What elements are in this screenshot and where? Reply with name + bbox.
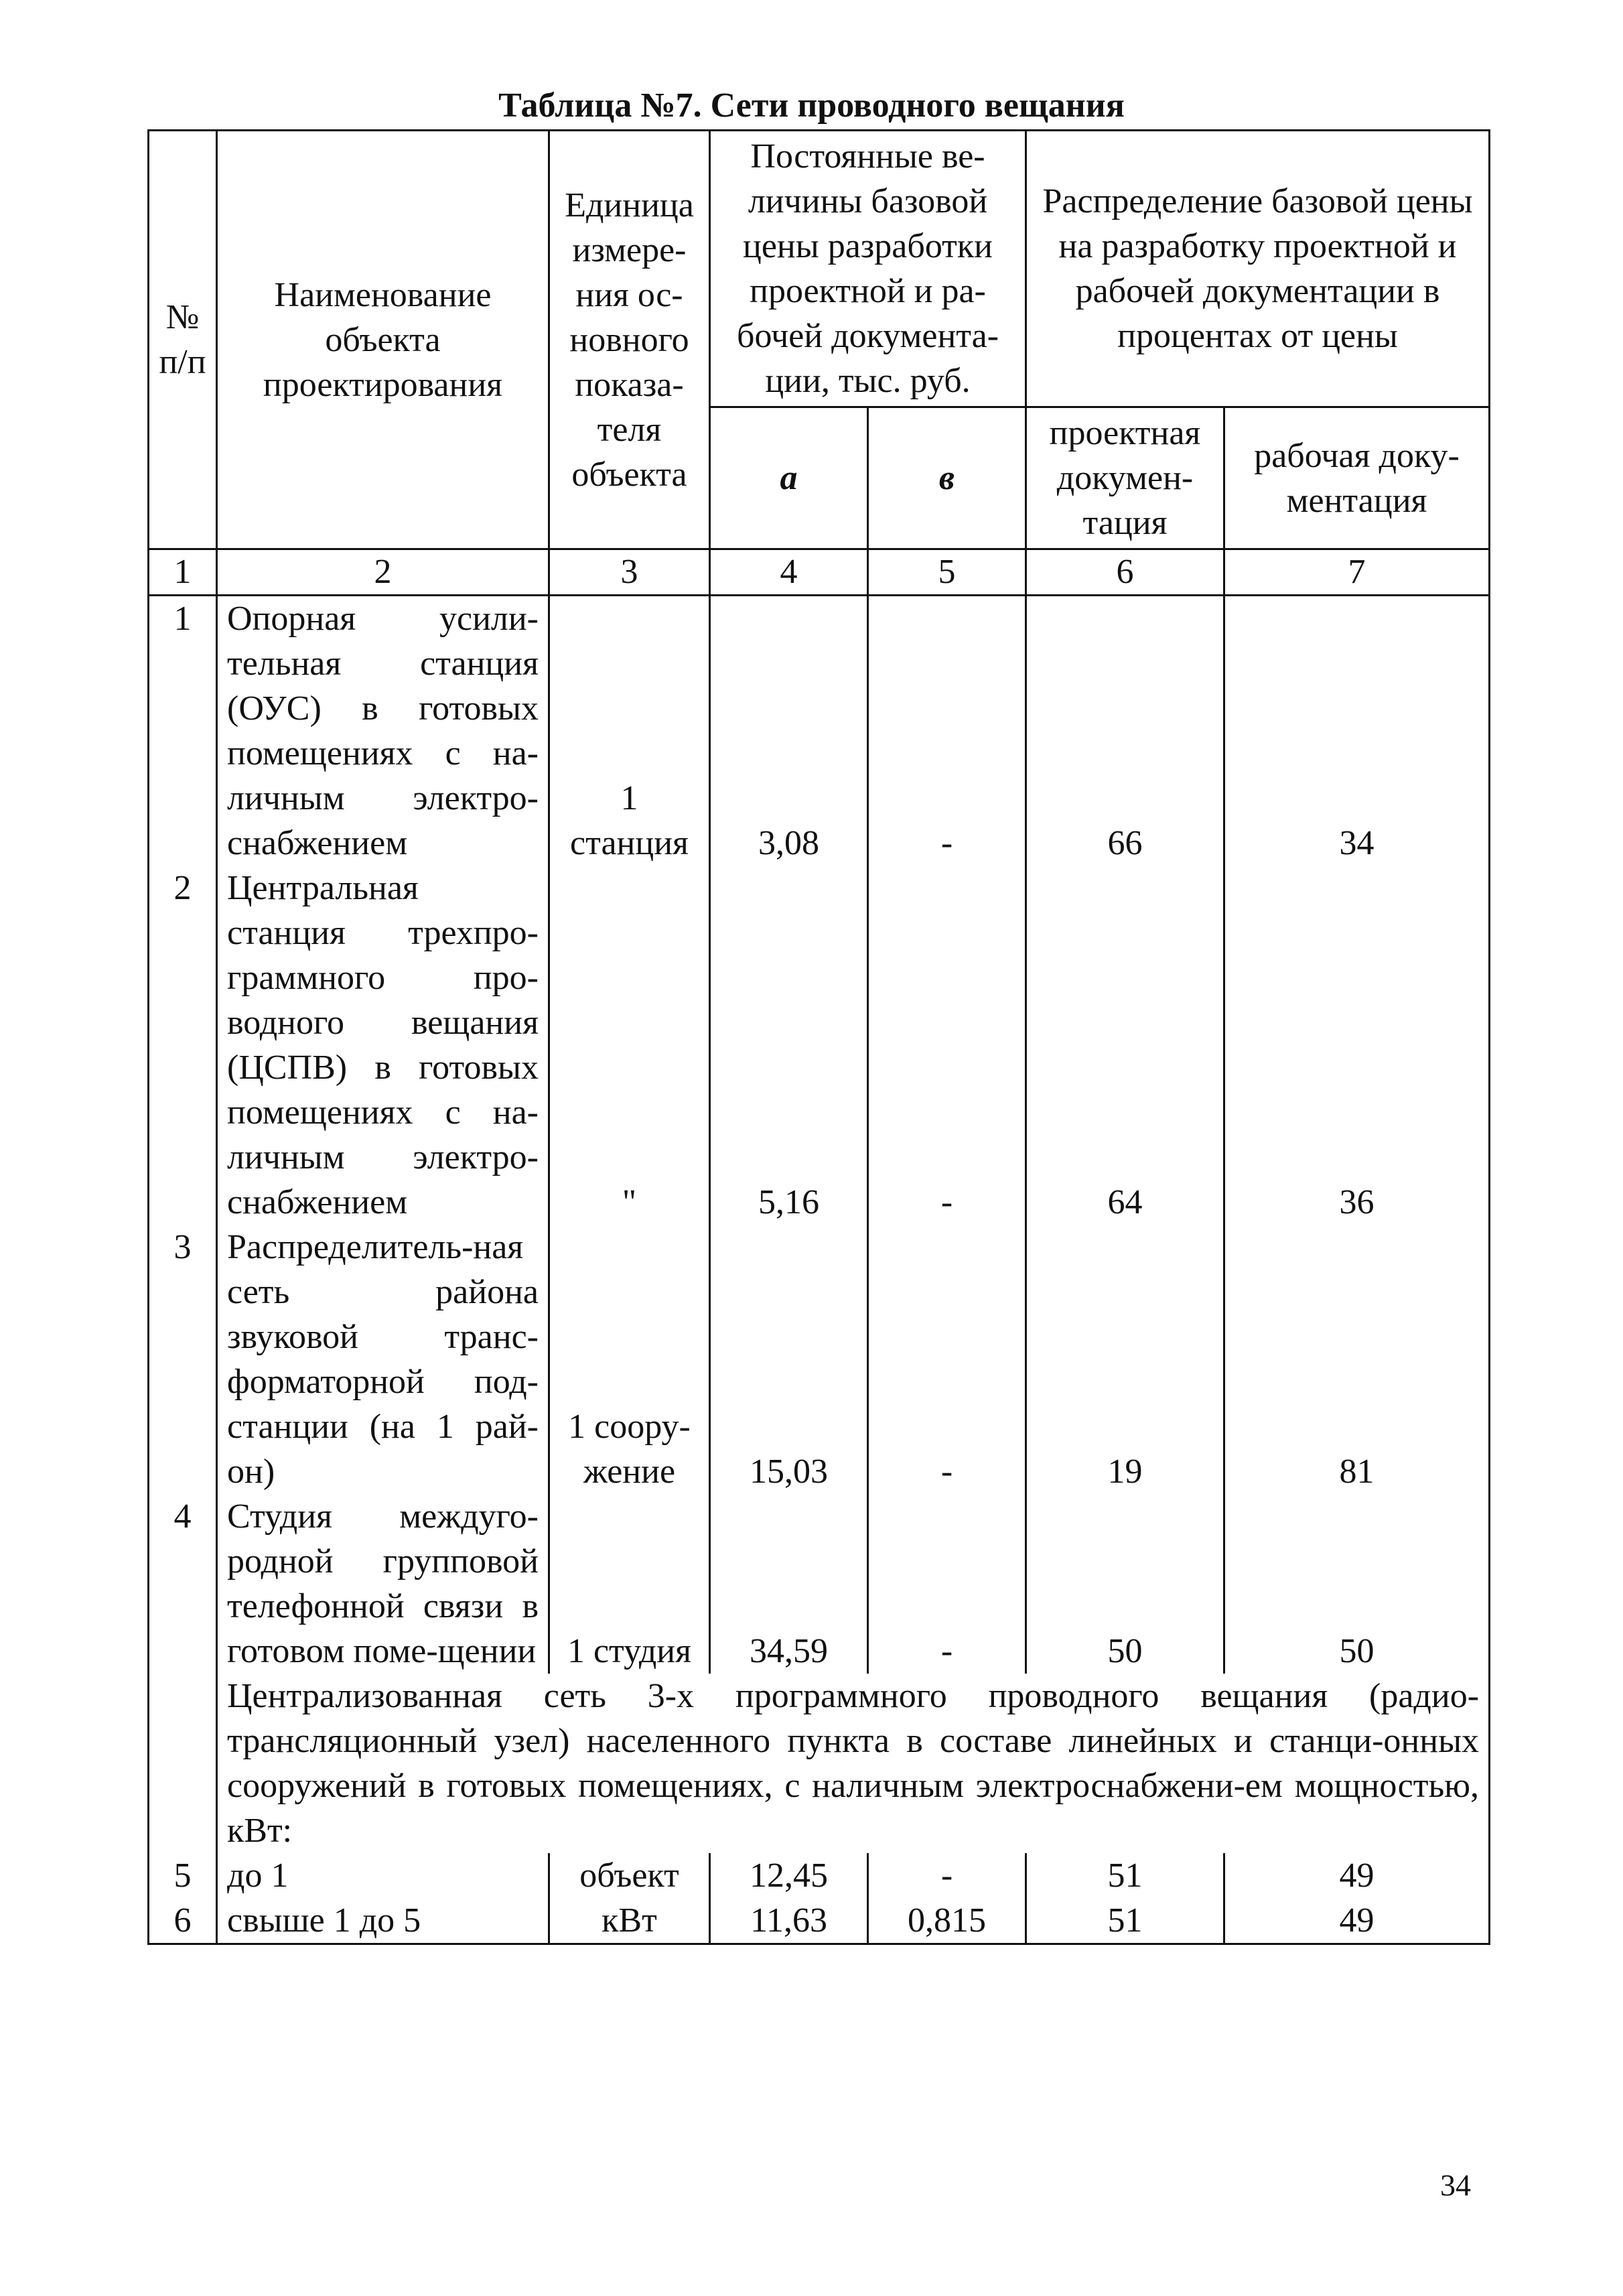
row-name: свыше 1 до 5 — [217, 1898, 549, 1944]
column-number: 6 — [1026, 549, 1224, 596]
row-unit: " — [549, 866, 710, 1225]
header-project-docs: проектная докумен-тация — [1026, 407, 1224, 549]
table-row — [149, 1898, 1490, 1944]
row-work-percent: 49 — [1224, 1898, 1490, 1944]
column-number: 1 — [149, 549, 217, 596]
row-unit: объект — [549, 1853, 710, 1898]
row-value-b: 0,815 — [868, 1898, 1026, 1944]
page-number: 34 — [1440, 2168, 1471, 2202]
row-project-percent: 51 — [1026, 1853, 1224, 1898]
row-num: 1 — [149, 596, 217, 866]
broadcast-networks-table — [147, 129, 1490, 1945]
row-value-a: 12,45 — [710, 1853, 868, 1898]
row-project-percent: 50 — [1026, 1494, 1224, 1674]
row-unit: 1 соору-жение — [549, 1225, 710, 1494]
row-name: Опорная усили-тельная станция (ОУС) в готовых помещениях с на-личным электро-снабжением — [217, 596, 549, 866]
row-num: 6 — [149, 1898, 217, 1944]
row-project-percent: 64 — [1026, 866, 1224, 1225]
row-value-b: - — [868, 866, 1026, 1225]
table-row — [149, 596, 1490, 866]
row-value-b: - — [868, 1494, 1026, 1674]
row-unit: 1 станция — [549, 596, 710, 866]
row-name: Центральная станция трехпро-граммного про-водного вещания (ЦСПВ) в готовых помещениях с на-личным электро-снабжением — [217, 866, 549, 1225]
row-project-percent: 66 — [1026, 596, 1224, 866]
header-num: № п/п — [149, 131, 217, 549]
row-value-a: 15,03 — [710, 1225, 868, 1494]
row-num: 2 — [149, 866, 217, 1225]
row-value-a: 3,08 — [710, 596, 868, 866]
header-name: Наименование объекта проектирования — [217, 131, 549, 549]
row-unit: 1 студия — [549, 1494, 710, 1674]
row-work-percent: 49 — [1224, 1853, 1490, 1898]
table-title: Таблица №7. Сети проводного вещания — [498, 86, 1125, 125]
section-description: Централизованная сеть 3-х программного проводного вещания (радио-трансляционный узел) населенного пункта в составе линейных и станци-онных сооружений в готовых помещениях, с наличным электроснабжени-ем мощностью, кВт: — [217, 1674, 1490, 1853]
column-number: 2 — [217, 549, 549, 596]
row-num: 5 — [149, 1853, 217, 1898]
table-row — [149, 866, 1490, 1225]
row-work-percent: 81 — [1224, 1225, 1490, 1494]
row-value-a: 5,16 — [710, 866, 868, 1225]
row-num: 3 — [149, 1225, 217, 1494]
header-distribution: Распределение базовой цены на разработку проектной и рабочей документации в процентах от цены — [1026, 131, 1490, 407]
row-name: Распределитель-ная сеть района звуковой транс-форматорной под-станции (на 1 рай-он) — [217, 1225, 549, 1494]
row-value-b: - — [868, 596, 1026, 866]
column-number: 4 — [710, 549, 868, 596]
column-number: 3 — [549, 549, 710, 596]
row-project-percent: 51 — [1026, 1898, 1224, 1944]
row-value-a: 11,63 — [710, 1898, 868, 1944]
row-name: Студия междуго-родной групповой телефонной связи в готовом поме-щении — [217, 1494, 549, 1674]
row-value-b: - — [868, 1853, 1026, 1898]
table-row — [149, 1853, 1490, 1898]
column-number: 5 — [868, 549, 1026, 596]
header-b: в — [868, 407, 1026, 549]
row-unit: кВт — [549, 1898, 710, 1944]
header-unit: Единица измере-ния ос-новного показа-теля объекта — [549, 131, 710, 549]
row-value-b: - — [868, 1225, 1026, 1494]
header-const-price: Постоянные ве-личины базовой цены разработки проектной и ра-бочей документа-ции, тыс. руб. — [710, 131, 1026, 407]
row-value-a: 34,59 — [710, 1494, 868, 1674]
table-section-row — [149, 1674, 1490, 1853]
table-row — [149, 1494, 1490, 1674]
column-number: 7 — [1224, 549, 1490, 596]
row-work-percent: 34 — [1224, 596, 1490, 866]
row-name: до 1 — [217, 1853, 549, 1898]
table-row — [149, 1225, 1490, 1494]
row-num: 4 — [149, 1494, 217, 1674]
column-numbers-row — [149, 549, 1490, 596]
row-work-percent: 50 — [1224, 1494, 1490, 1674]
row-project-percent: 19 — [1026, 1225, 1224, 1494]
header-work-docs: рабочая доку-ментация — [1224, 407, 1490, 549]
header-a: а — [710, 407, 868, 549]
section-num-cell — [149, 1674, 217, 1853]
row-work-percent: 36 — [1224, 866, 1490, 1225]
